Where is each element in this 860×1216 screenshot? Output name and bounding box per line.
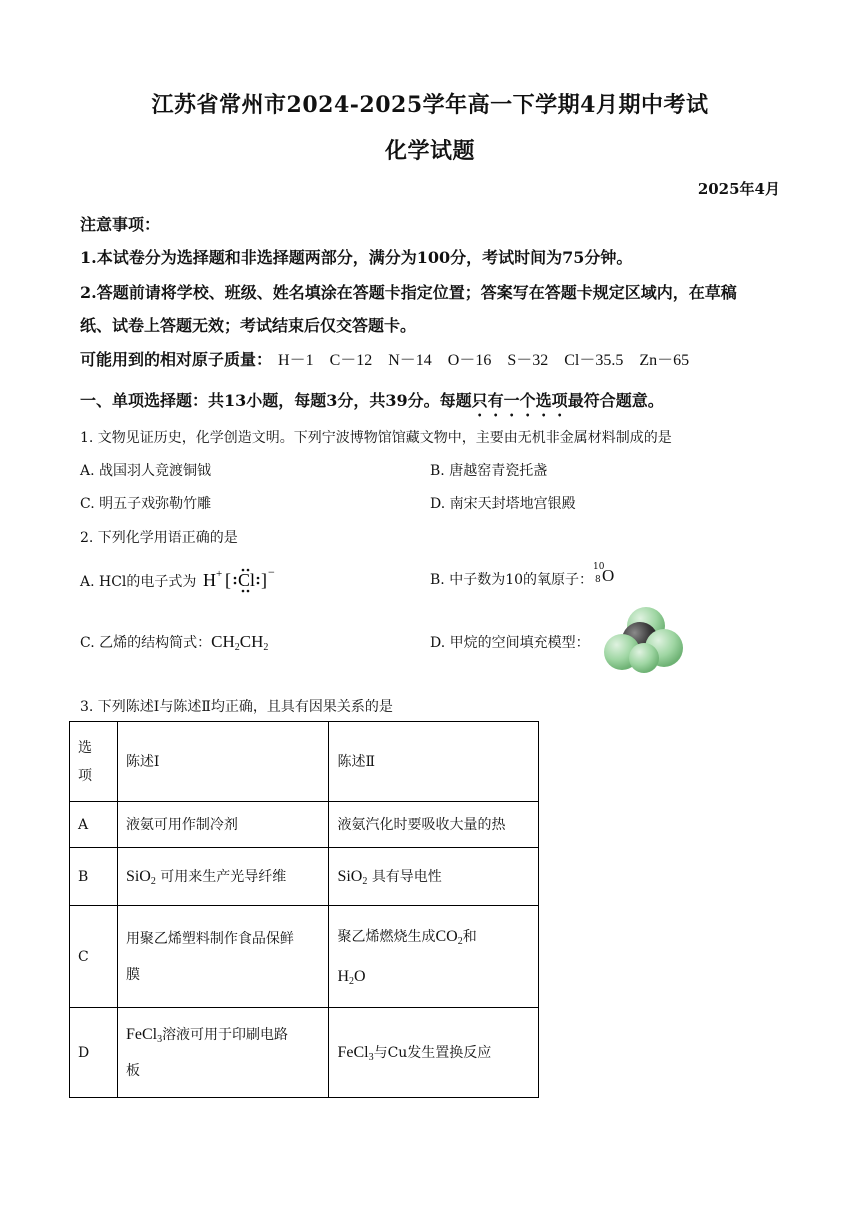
svg-text:−: − (267, 566, 275, 579)
notice-item-3: 纸、试卷上答题无效；考试结束后仅交答题卡。 (80, 316, 417, 335)
table-cell-statement-2: 聚乙烯燃烧生成$CO_2$和 $H_2O$ (329, 906, 539, 1008)
section-heading-a: 一、单项选择题：共13小题，每题3分，共39分。每题 (80, 391, 472, 410)
exam-date: 2025年4月 (697, 180, 780, 198)
table-cell-option: A (70, 802, 118, 848)
table-cell-statement-1: SiO$_2$ 可用来生产光导纤维 (117, 848, 329, 906)
q1-stem: 1. 文物见证历史，化学创造文明。下列宁波博物馆馆藏文物中，主要由无机非金属材料制成的是 (80, 430, 672, 446)
atomic-masses-line (80, 347, 689, 370)
svg-text:+: + (215, 568, 223, 580)
notice-item-2: 2.答题前请将学校、班级、姓名填涂在答题卡指定位置；答案写在答题卡规定区域内，在草稿 (80, 283, 737, 302)
svg-text:[: [ (224, 570, 231, 590)
q2-option-d (430, 632, 590, 652)
q3-stem: 3. 下列陈述Ⅰ与陈述Ⅱ均正确，且具有因果关系的是 (80, 699, 393, 715)
exam-subtitle: 化学试题 (384, 138, 475, 164)
q2-option-d-text: D. 甲烷的空间填充模型： (430, 635, 590, 651)
table-row (70, 722, 539, 802)
table-cell-statement-1: 液氨可用作制冷剂 (117, 802, 329, 848)
svg-text:Cl: Cl (237, 570, 255, 590)
svg-text:H: H (202, 570, 216, 590)
table-cell-statement-1: 用聚乙烯塑料制作食品保鲜 膜 (117, 906, 329, 1008)
oxygen-nuclide (593, 562, 615, 586)
q2-option-c-text: C. 乙烯的结构简式： (80, 635, 212, 651)
methane-space-filling-model-icon (602, 604, 688, 674)
table-row (70, 906, 539, 1008)
q1-option-a: A. 战国羽人竞渡铜钺 (80, 463, 212, 479)
q2-option-b (430, 562, 615, 589)
table-cell-statement-1: FeCl$_3$溶液可用于印刷电路 板 (117, 1008, 329, 1098)
q2-option-a-text: A. HCl的电子式为 (80, 574, 197, 590)
table-cell-statement-2: 液氨汽化时要吸收大量的热 (329, 802, 539, 848)
hcl-electron-formula (201, 566, 291, 594)
q2-option-b-text: B. 中子数为10的氧原子： (430, 572, 594, 588)
q2-stem: 2. 下列化学用语正确的是 (80, 530, 238, 546)
exam-title: 江苏省常州市2024-2025学年高一下学期4月期中考试 (151, 92, 709, 118)
q1-option-b: B. 唐越窑青瓷托盏 (430, 463, 548, 479)
table-header-statement-1: 陈述Ⅰ (117, 722, 329, 802)
table-cell-option: B (70, 848, 118, 906)
table-cell-option: D (70, 1008, 118, 1098)
q2-option-c (80, 632, 268, 652)
table-header-option: 选 项 (70, 722, 118, 802)
table-cell-option: C (70, 906, 118, 1008)
nuclide-mass-number: 10 (593, 562, 605, 572)
ethylene-formula: $CH_2CH_2$ (211, 632, 269, 653)
notice-item-1: 1.本试卷分为选择题和非选择题两部分，满分为100分，考试时间为75分钟。 (80, 248, 633, 267)
q3-table (69, 721, 539, 1098)
q2-option-a (80, 566, 291, 594)
nuclide-atomic-number: 8 (595, 575, 601, 585)
table-row (70, 1008, 539, 1098)
section-heading-dotted: 只有一个选项 (471, 391, 568, 410)
q1-option-c: C. 明五子戏弥勒竹雕 (80, 496, 212, 512)
table-cell-statement-2: SiO$_2$ 具有导电性 (329, 848, 539, 906)
table-header-statement-2: 陈述Ⅱ (329, 722, 539, 802)
notice-heading: 注意事项： (80, 215, 161, 234)
table-row (70, 802, 539, 848)
q1-option-d: D. 南宋天封塔地宫银殿 (430, 496, 576, 512)
atomic-masses-label: 可能用到的相对原子质量： (80, 350, 273, 369)
section-heading (80, 388, 664, 420)
section-heading-b: 最符合题意。 (567, 391, 664, 410)
table-cell-statement-2: FeCl$_3$与Cu发生置换反应 (329, 1008, 539, 1098)
svg-text:]: ] (260, 570, 267, 590)
table-row (70, 848, 539, 906)
atomic-masses-values: H－1 C－12 N－14 O－16 S－32 Cl－35.5 Zn－65 (278, 352, 690, 369)
nuclide-symbol: O (602, 566, 615, 585)
